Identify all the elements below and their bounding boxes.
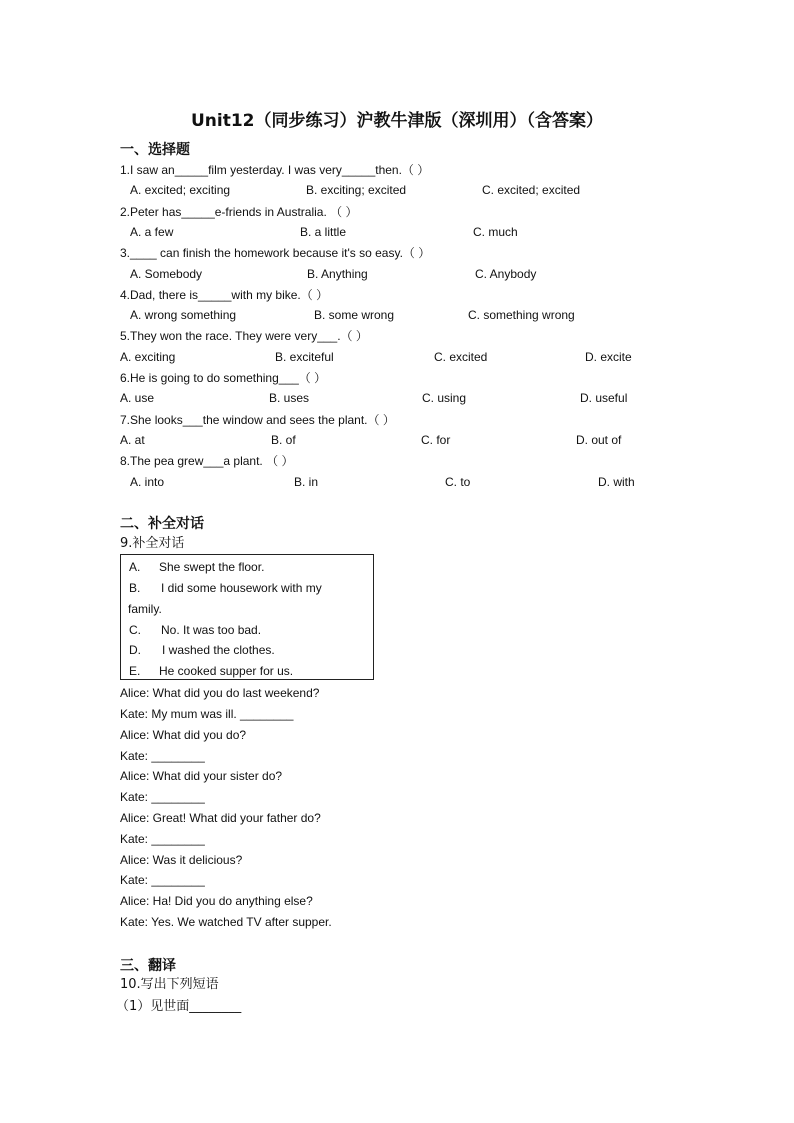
- q8-option-d: D. with: [598, 475, 635, 489]
- question-9-label: 9.补全对话: [120, 536, 185, 551]
- q6-option-b: B. uses: [269, 391, 310, 405]
- dialogue-line: Kate: ________: [120, 749, 205, 763]
- q5-option-a: A. exciting: [120, 350, 176, 364]
- q7-option-a: A. at: [120, 433, 145, 447]
- question-3: 3.____ can finish the homework because it's so easy.（ ）: [120, 246, 431, 260]
- box-letter-a: A.: [129, 560, 141, 574]
- options-box: [120, 554, 374, 680]
- q7-option-d: D. out of: [576, 433, 622, 447]
- box-letter-b: B.: [129, 581, 141, 595]
- section-heading-choice: 一、选择题: [120, 142, 190, 158]
- dialogue-line: Kate: Yes. We watched TV after supper.: [120, 915, 332, 929]
- q1-option-a: A. excited; exciting: [130, 183, 231, 197]
- box-letter-d: D.: [129, 643, 141, 657]
- box-option-d: I washed the clothes.: [162, 643, 275, 657]
- q8-option-c: C. to: [445, 475, 471, 489]
- question-7: 7.She looks___the window and sees the plant.（ ）: [120, 413, 395, 427]
- q4-option-c: C. something wrong: [468, 308, 575, 322]
- q1-option-c: C. excited; excited: [482, 183, 581, 197]
- q6-option-c: C. using: [422, 391, 467, 405]
- q5-option-b: B. exciteful: [275, 350, 334, 364]
- question-4: 4.Dad, there is_____with my bike.（ ）: [120, 288, 329, 302]
- dialogue-line: Kate: ________: [120, 873, 205, 887]
- dialogue-line: Kate: My mum was ill. ________: [120, 707, 294, 721]
- dialogue-line: Alice: Was it delicious?: [120, 853, 243, 867]
- question-6: 6.He is going to do something___（ ）: [120, 371, 327, 385]
- document-title: Unit12（同步练习）沪教牛津版（深圳用）（含答案）: [190, 111, 604, 131]
- dialogue-line: Alice: What did your sister do?: [120, 769, 283, 783]
- dialogue-line: Alice: What did you do?: [120, 728, 247, 742]
- q8-option-b: B. in: [294, 475, 319, 489]
- box-option-a: She swept the floor.: [159, 560, 265, 574]
- section-heading-dialogue: 二、补全对话: [120, 516, 204, 532]
- q8-option-a: A. into: [130, 475, 165, 489]
- dialogue-line: Alice: What did you do last weekend?: [120, 686, 320, 700]
- dialogue-line: Alice: Ha! Did you do anything else?: [120, 894, 313, 908]
- translation-item-1: （1）见世面________: [116, 999, 242, 1014]
- q7-option-b: B. of: [271, 433, 296, 447]
- question-2: 2.Peter has_____e-friends in Australia. （ ）: [120, 205, 358, 219]
- q6-option-d: D. useful: [580, 391, 628, 405]
- q4-option-a: A. wrong something: [130, 308, 237, 322]
- dialogue-line: Kate: ________: [120, 790, 205, 804]
- box-option-b-continued: family.: [128, 602, 162, 616]
- q3-option-a: A. Somebody: [130, 267, 203, 281]
- box-letter-e: E.: [129, 664, 141, 678]
- dialogue-line: Alice: Great! What did your father do?: [120, 811, 321, 825]
- q5-option-d: D. excite: [585, 350, 632, 364]
- q2-option-a: A. a few: [130, 225, 174, 239]
- dialogue-line: Kate: ________: [120, 832, 205, 846]
- question-10-label: 10.写出下列短语: [120, 977, 219, 992]
- q4-option-b: B. some wrong: [314, 308, 395, 322]
- q2-option-b: B. a little: [300, 225, 347, 239]
- box-option-c: No. It was too bad.: [161, 623, 262, 637]
- box-option-e: He cooked supper for us.: [159, 664, 294, 678]
- q6-option-a: A. use: [120, 391, 155, 405]
- q1-option-b: B. exciting; excited: [306, 183, 407, 197]
- box-option-b: I did some housework with my: [161, 581, 322, 595]
- q7-option-c: C. for: [421, 433, 451, 447]
- question-5: 5.They won the race. They were very___.（ ）: [120, 329, 368, 343]
- question-8: 8.The pea grew___a plant. （ ）: [120, 454, 294, 468]
- section-heading-translation: 三、翻译: [120, 958, 176, 974]
- q3-option-c: C. Anybody: [475, 267, 537, 281]
- q5-option-c: C. excited: [434, 350, 488, 364]
- box-letter-c: C.: [129, 623, 141, 637]
- question-1: 1.I saw an_____film yesterday. I was very_____then.（ ）: [120, 163, 430, 177]
- q2-option-c: C. much: [473, 225, 518, 239]
- q3-option-b: B. Anything: [307, 267, 368, 281]
